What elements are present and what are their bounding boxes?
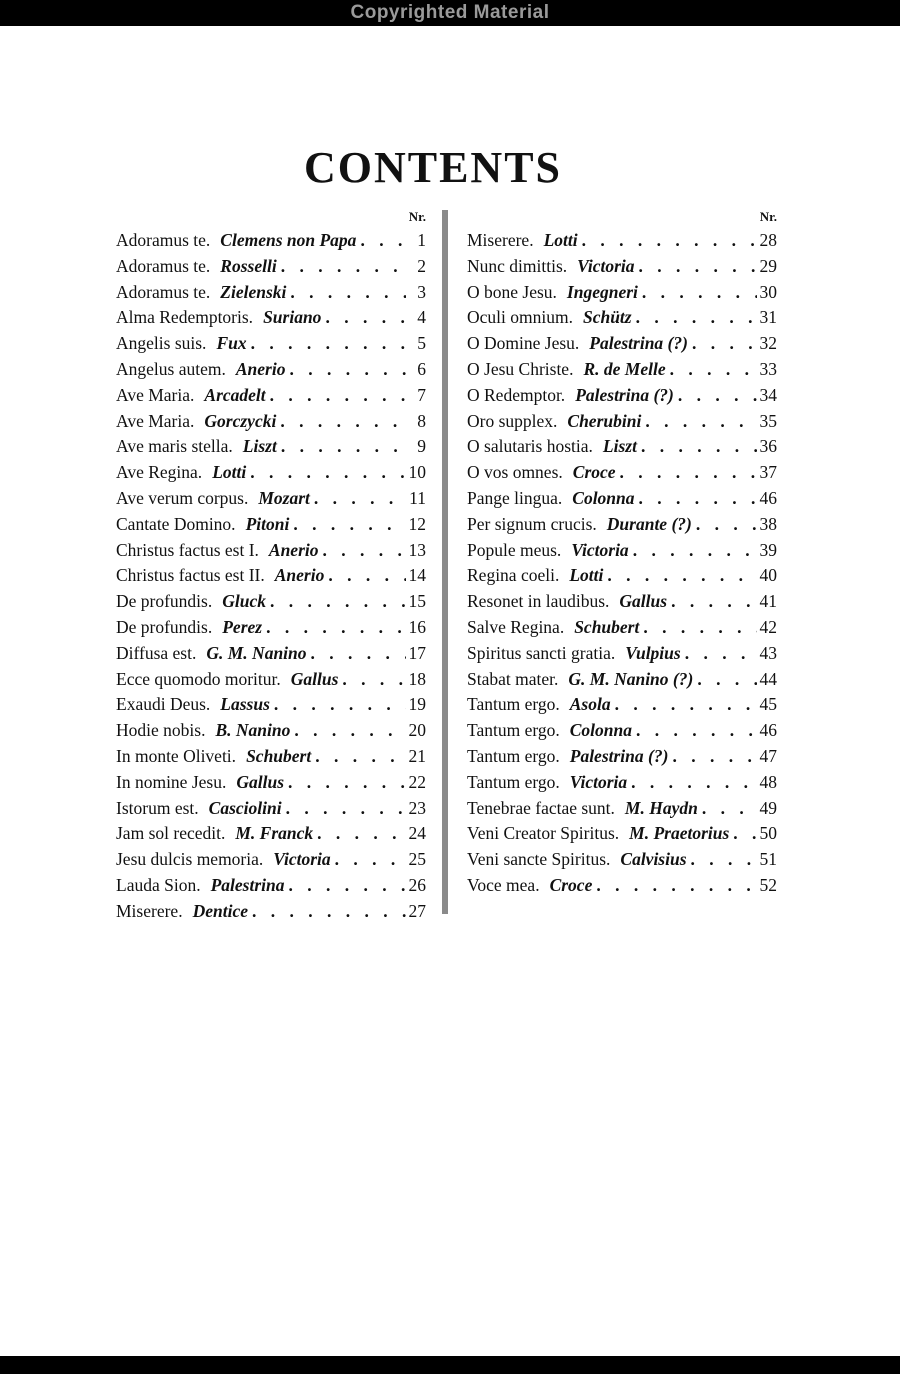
leader-dots <box>627 770 757 796</box>
leader-dots <box>246 460 406 486</box>
entry-composer: Schubert <box>246 745 312 766</box>
leader-dots <box>266 383 406 409</box>
leader-dots <box>603 563 757 589</box>
entry-composer: Colonna <box>572 487 635 508</box>
entry-number: 44 <box>759 668 777 689</box>
entry-number: 35 <box>759 410 777 431</box>
entry-composer: Durante (?) <box>606 513 692 534</box>
entry-title: Jesu dulcis memoria. <box>116 849 264 870</box>
entry-composer: G. M. Nanino <box>206 642 307 663</box>
contents-column-left <box>116 206 426 925</box>
toc-entry <box>116 589 426 615</box>
leader-dots <box>286 280 406 306</box>
entry-composer: Ingegneri <box>566 281 638 302</box>
entry-title: Popule meus. <box>467 539 562 560</box>
entry-title: Veni Creator Spiritus. <box>467 823 620 844</box>
entry-number: 33 <box>759 358 777 379</box>
toc-entry <box>116 228 426 254</box>
toc-entry <box>467 228 777 254</box>
entry-composer: Victoria <box>569 771 628 792</box>
toc-entry <box>467 563 777 589</box>
entry-number: 24 <box>408 823 426 844</box>
entry-composer: Liszt <box>242 436 277 457</box>
leader-dots <box>247 331 406 357</box>
entry-number: 52 <box>759 874 777 895</box>
toc-entry <box>467 486 777 512</box>
toc-entry <box>116 486 426 512</box>
entry-title: Christus factus est II. <box>116 565 265 586</box>
toc-entry <box>116 434 426 460</box>
entry-title: O Redemptor. <box>467 384 566 405</box>
entry-title: Christus factus est I. <box>116 539 259 560</box>
leader-dots <box>592 873 757 899</box>
entry-number: 14 <box>408 565 426 586</box>
leader-dots <box>698 796 757 822</box>
leader-dots <box>284 770 406 796</box>
entry-composer: Fux <box>216 333 247 354</box>
leader-dots <box>307 641 406 667</box>
toc-entry <box>467 641 777 667</box>
toc-entry <box>467 718 777 744</box>
entry-composer: Gorczycki <box>204 410 277 431</box>
toc-entry <box>116 615 426 641</box>
leader-dots <box>729 821 757 847</box>
toc-entry <box>467 460 777 486</box>
leader-dots <box>635 254 757 280</box>
entry-title: Exaudi Deus. <box>116 694 211 715</box>
toc-entry <box>116 667 426 693</box>
entry-number: 46 <box>759 487 777 508</box>
entry-title: Ecce quomodo moritur. <box>116 668 281 689</box>
column-divider <box>442 210 448 914</box>
entry-number: 32 <box>759 333 777 354</box>
entry-number: 1 <box>417 230 426 250</box>
entry-number: 31 <box>759 307 777 328</box>
entry-number: 4 <box>417 307 426 328</box>
entry-title: De profundis. <box>116 616 213 637</box>
entry-composer: G. M. Nanino (?) <box>568 668 694 689</box>
toc-entry <box>467 409 777 435</box>
entry-title: Tantum ergo. <box>467 720 560 741</box>
entry-composer: Pitoni <box>245 513 290 534</box>
entry-composer: Anerio <box>274 565 325 586</box>
leader-dots <box>693 667 757 693</box>
entry-title: In monte Oliveti. <box>116 745 237 766</box>
entry-number: 5 <box>417 333 426 354</box>
entry-composer: M. Haydn <box>624 797 698 818</box>
entry-title: Per signum crucis. <box>467 513 597 534</box>
entry-composer: Calvisius <box>620 849 687 870</box>
entry-composer: Mozart <box>258 487 310 508</box>
entry-composer: Zielenski <box>220 281 287 302</box>
leader-dots <box>668 744 757 770</box>
leader-dots <box>641 409 757 435</box>
leader-dots <box>637 434 757 460</box>
entry-title: Angelis suis. <box>116 333 207 354</box>
entry-number: 34 <box>759 384 777 405</box>
entry-composer: Victoria <box>571 539 629 560</box>
entry-number: 7 <box>417 384 426 405</box>
leader-dots <box>635 486 757 512</box>
leader-dots <box>688 331 757 357</box>
toc-entry <box>467 770 777 796</box>
entry-title: Ave verum corpus. <box>116 487 249 508</box>
toc-entry <box>467 589 777 615</box>
entry-number: 13 <box>408 539 426 560</box>
toc-entry <box>467 357 777 383</box>
entry-composer: Gallus <box>236 771 284 792</box>
entry-composer: Cherubini <box>567 410 642 431</box>
entry-number: 51 <box>759 849 777 870</box>
entry-title: Nunc dimittis. <box>467 255 568 276</box>
entry-title: Ave Regina. <box>116 462 203 483</box>
entry-composer: B. Nanino <box>215 720 291 741</box>
entry-number: 27 <box>408 900 426 921</box>
entry-title: Jam sol recedit. <box>116 823 226 844</box>
entry-composer: Asola <box>569 694 611 715</box>
entry-number: 18 <box>408 668 426 689</box>
entry-composer: M. Praetorius <box>629 823 730 844</box>
entry-number: 42 <box>759 616 777 637</box>
entry-number: 6 <box>417 358 426 379</box>
entry-number: 46 <box>759 720 777 741</box>
toc-entry <box>467 667 777 693</box>
entry-title: Resonet in laudibus. <box>467 591 610 612</box>
toc-entry <box>116 796 426 822</box>
leader-dots <box>629 538 757 564</box>
toc-entry <box>116 718 426 744</box>
toc-entry <box>467 744 777 770</box>
toc-entry <box>116 280 426 306</box>
entry-title: O Domine Jesu. <box>467 333 580 354</box>
toc-entry <box>467 280 777 306</box>
toc-entry <box>467 692 777 718</box>
toc-entry <box>467 796 777 822</box>
entry-composer: Casciolini <box>208 797 282 818</box>
entry-title: Spiritus sancti gratia. <box>467 642 616 663</box>
leader-dots <box>338 667 406 693</box>
entry-title: Diffusa est. <box>116 642 197 663</box>
leader-dots <box>248 899 406 925</box>
entry-title: Ave maris stella. <box>116 436 233 457</box>
entry-title: Miserere. <box>116 900 183 921</box>
leader-dots <box>277 254 406 280</box>
entry-composer: Rosselli <box>220 255 277 276</box>
leader-dots <box>285 357 406 383</box>
entry-composer: Croce <box>549 874 593 895</box>
leader-dots <box>611 692 757 718</box>
leader-dots <box>282 796 406 822</box>
leader-dots <box>331 847 406 873</box>
entry-title: In nomine Jesu. <box>116 771 227 792</box>
entry-number: 40 <box>759 565 777 586</box>
toc-entry <box>116 563 426 589</box>
entry-number: 26 <box>408 874 426 895</box>
toc-entry <box>467 512 777 538</box>
entry-number: 20 <box>408 720 426 741</box>
entry-composer: Palestrina <box>210 874 285 895</box>
entry-title: Tantum ergo. <box>467 771 560 792</box>
toc-entry <box>467 873 777 899</box>
entry-number: 9 <box>417 436 426 457</box>
entry-title: Cantate Domino. <box>116 513 236 534</box>
leader-dots <box>687 847 757 873</box>
entry-number: 17 <box>408 642 426 663</box>
entry-title: Tantum ergo. <box>467 745 560 766</box>
entry-composer: Palestrina (?) <box>589 333 688 354</box>
entry-title: Veni sancte Spiritus. <box>467 849 611 870</box>
entry-composer: Croce <box>572 462 616 483</box>
entry-number: 48 <box>759 771 777 792</box>
leader-dots <box>639 615 757 641</box>
toc-entry <box>467 331 777 357</box>
toc-entry <box>467 383 777 409</box>
entry-composer: Lotti <box>543 230 578 250</box>
leader-dots <box>674 383 757 409</box>
entry-number: 23 <box>408 797 426 818</box>
entry-composer: R. de Melle <box>583 358 666 379</box>
entry-number: 47 <box>759 745 777 766</box>
entry-composer: Perez <box>222 616 263 637</box>
leader-dots <box>319 538 406 564</box>
leader-dots <box>632 305 757 331</box>
toc-entry <box>116 383 426 409</box>
toc-entry <box>467 615 777 641</box>
leader-dots <box>578 228 757 254</box>
nr-header: Nr. <box>759 209 777 224</box>
leader-dots <box>311 744 406 770</box>
leader-dots <box>666 357 757 383</box>
page-title: CONTENTS <box>303 143 563 192</box>
entry-number: 50 <box>759 823 777 844</box>
top-bar <box>0 0 900 26</box>
entry-title: Adoramus te. <box>116 230 211 250</box>
entry-composer: Colonna <box>569 720 632 741</box>
entry-title: Voce mea. <box>467 874 540 895</box>
entry-number: 12 <box>408 513 426 534</box>
toc-entry <box>116 873 426 899</box>
entry-title: Pange lingua. <box>467 487 563 508</box>
entry-composer: Lotti <box>212 462 247 483</box>
entry-number: 19 <box>408 694 426 715</box>
entry-composer: Schütz <box>582 307 632 328</box>
entry-title: Salve Regina. <box>467 616 565 637</box>
toc-entry <box>116 899 426 925</box>
entry-composer: Arcadelt <box>204 384 266 405</box>
entry-number: 43 <box>759 642 777 663</box>
leader-dots <box>266 589 406 615</box>
leader-dots <box>632 718 757 744</box>
entry-composer: Liszt <box>602 436 637 457</box>
toc-entry <box>467 847 777 873</box>
entry-title: Hodie nobis. <box>116 720 206 741</box>
toc-entry <box>116 641 426 667</box>
entry-title: Tantum ergo. <box>467 694 560 715</box>
leader-dots <box>321 305 406 331</box>
toc-entry <box>467 538 777 564</box>
entry-number: 49 <box>759 797 777 818</box>
entry-composer: Vulpius <box>625 642 681 663</box>
entry-composer: Anerio <box>235 358 286 379</box>
toc-entry <box>116 744 426 770</box>
entry-composer: Gallus <box>290 668 339 689</box>
leader-dots <box>284 873 406 899</box>
entry-title: Istorum est. <box>116 797 199 818</box>
entry-composer: Lassus <box>220 694 270 715</box>
entry-number: 30 <box>759 281 777 302</box>
entry-composer: Palestrina (?) <box>569 745 669 766</box>
entry-title: Lauda Sion. <box>116 874 201 895</box>
entry-title: Adoramus te. <box>116 281 211 302</box>
toc-entry <box>467 434 777 460</box>
entry-title: Oro supplex. <box>467 410 558 431</box>
entry-title: Regina coeli. <box>467 565 560 586</box>
entry-composer: Suriano <box>263 307 322 328</box>
entry-composer: Clemens non Papa <box>220 230 357 250</box>
entry-number: 29 <box>759 255 777 276</box>
entry-composer: Schubert <box>574 616 640 637</box>
toc-entry <box>116 409 426 435</box>
entry-title: O vos omnes. <box>467 462 563 483</box>
copyright-watermark: Copyrighted Material <box>350 2 550 23</box>
entry-number: 25 <box>408 849 426 870</box>
entry-title: Stabat mater. <box>467 668 559 689</box>
entry-number: 15 <box>408 591 426 612</box>
entry-number: 28 <box>759 230 777 250</box>
entry-title: Miserere. <box>467 230 534 250</box>
entry-title: Alma Redemptoris. <box>116 307 254 328</box>
toc-entry <box>116 254 426 280</box>
toc-entry <box>116 305 426 331</box>
entry-number: 10 <box>408 462 426 483</box>
toc-entry <box>116 692 426 718</box>
entry-title: Oculi omnium. <box>467 307 573 328</box>
toc-entry <box>116 538 426 564</box>
entry-number: 2 <box>417 255 426 276</box>
entry-composer: Gallus <box>619 591 668 612</box>
entry-title: O Jesu Christe. <box>467 358 574 379</box>
entry-title: O bone Jesu. <box>467 281 557 302</box>
entry-composer: Anerio <box>268 539 319 560</box>
entry-title: Tenebrae factae sunt. <box>467 797 615 818</box>
leader-dots <box>313 821 406 847</box>
entry-number: 45 <box>759 694 777 715</box>
toc-entry <box>116 847 426 873</box>
entry-composer: Dentice <box>192 900 248 921</box>
leader-dots <box>289 512 406 538</box>
entry-number: 8 <box>417 410 426 431</box>
leader-dots <box>616 460 757 486</box>
leader-dots <box>667 589 757 615</box>
entry-number: 36 <box>759 436 777 457</box>
leader-dots <box>290 718 406 744</box>
toc-entry <box>116 460 426 486</box>
leader-dots <box>277 434 406 460</box>
toc-entry <box>467 821 777 847</box>
entry-composer: M. Franck <box>235 823 314 844</box>
entry-number: 3 <box>417 281 426 302</box>
entry-number: 39 <box>759 539 777 560</box>
entry-number: 41 <box>759 591 777 612</box>
entry-title: O salutaris hostia. <box>467 436 593 457</box>
entry-title: Ave Maria. <box>116 384 195 405</box>
toc-entry <box>467 305 777 331</box>
entry-title: Ave Maria. <box>116 410 195 431</box>
leader-dots <box>310 486 406 512</box>
entry-composer: Lotti <box>569 565 604 586</box>
toc-entry <box>116 821 426 847</box>
toc-entry <box>467 254 777 280</box>
entry-number: 16 <box>408 616 426 637</box>
entry-number: 21 <box>408 745 426 766</box>
toc-entry <box>116 512 426 538</box>
leader-dots <box>692 512 757 538</box>
entry-title: Angelus autem. <box>116 358 226 379</box>
toc-entry <box>116 357 426 383</box>
entry-composer: Palestrina (?) <box>575 384 674 405</box>
entry-number: 11 <box>409 487 426 508</box>
entry-composer: Gluck <box>222 591 266 612</box>
entry-number: 37 <box>759 462 777 483</box>
leader-dots <box>324 563 406 589</box>
nr-header: Nr. <box>408 209 426 224</box>
entry-number: 38 <box>759 513 777 534</box>
leader-dots <box>276 409 406 435</box>
entry-composer: Victoria <box>577 255 635 276</box>
toc-entry <box>116 770 426 796</box>
entry-title: Adoramus te. <box>116 255 211 276</box>
leader-dots <box>270 692 406 718</box>
leader-dots <box>638 280 757 306</box>
bottom-bar <box>0 1356 900 1374</box>
leader-dots <box>681 641 757 667</box>
entry-composer: Victoria <box>273 849 331 870</box>
entry-number: 22 <box>408 771 426 792</box>
contents-column-right <box>467 206 777 899</box>
leader-dots <box>262 615 406 641</box>
toc-entry <box>116 331 426 357</box>
entry-title: De profundis. <box>116 591 213 612</box>
leader-dots <box>356 228 406 254</box>
